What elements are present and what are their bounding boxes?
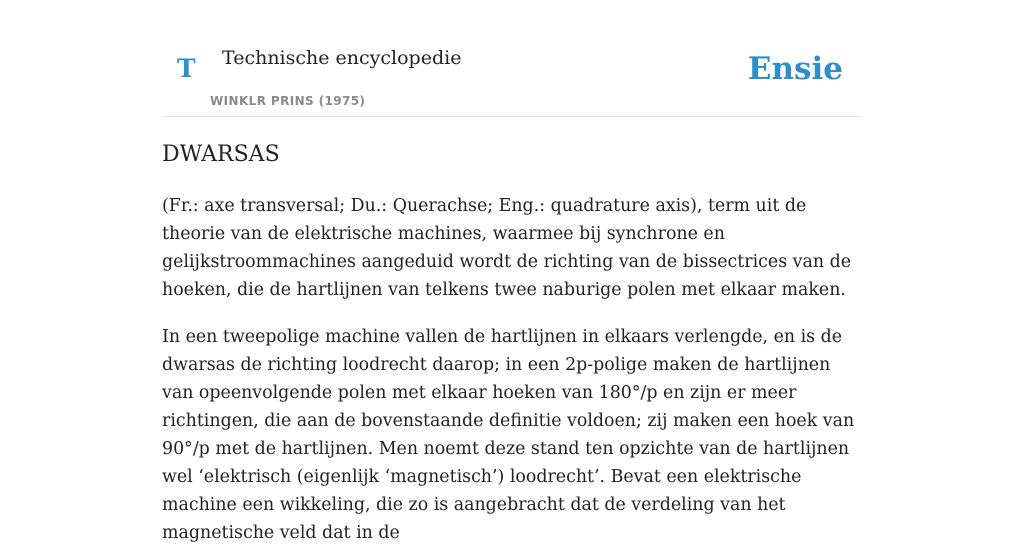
category-logo[interactable]: T <box>177 54 196 83</box>
article <box>162 138 862 547</box>
article-paragraph: In een tweepolige machine vallen de hartlijnen in elkaars verlengde, en is de dwarsas de richting loodrecht daarop; in een 2p-polige maken de hartlijnen van opeenvolgende polen met elkaar hoeken van 180°/p en zijn er meer richtingen, die aan de bovenstaande definitie voldoen; zij maken een hoek van 90°/p met de hartlijnen. Men noemt deze stand ten opzichte van de hartlijnen wel ‘elektrisch (eigenlijk ‘magnetisch’) loodrecht’. Bevat een elektrische machine een wikkeling, die zo is aangebracht dat de verdeling van het magnetische veld dat in de <box>162 327 855 543</box>
article-term: DWARSAS <box>162 142 280 167</box>
encyclopedia-title-link[interactable]: Technische encyclopedie <box>222 47 462 69</box>
article-paragraph: (Fr.: axe transversal; Du.: Querachse; Eng.: quadrature axis), term uit de theorie van de elektrische machines, waarmee bij synchrone en gelijkstroommachines aangeduid wordt de richting van de bissectrices van de hoeken, die de hartlijnen van telkens twee naburige polen met elkaar maken. <box>162 196 851 300</box>
ensie-logo[interactable]: Ensie <box>747 51 843 87</box>
source-label: WINKLR PRINS (1975) <box>210 94 366 108</box>
site-header <box>162 0 862 117</box>
